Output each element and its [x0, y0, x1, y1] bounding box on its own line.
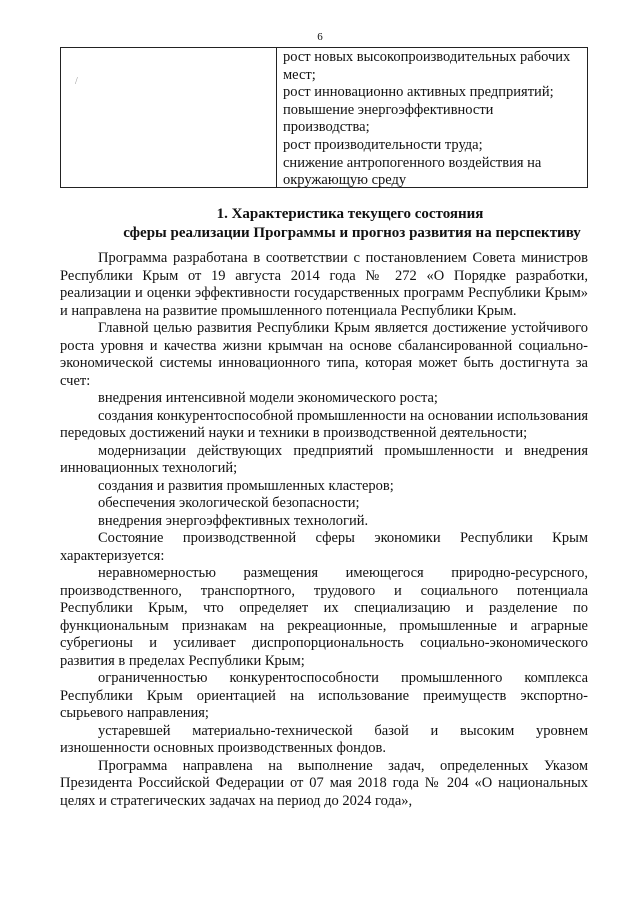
table-line: повышение энергоэффективности [283, 101, 494, 118]
paragraph: Программа направлена на выполнение задач, определенных Указом Президента Российской Федерации от 07 мая 2018 года № 204 «О национальных целях и стратегических задачах на период до 2024 года», [60, 757, 588, 809]
table-line: окружающую среду [283, 172, 407, 189]
page-number: 6 [317, 31, 323, 43]
list-item: неравномерностью размещения имеющегося природно-ресурсного, производственного, транспортного, трудового и социального потенциала Республики Крым, что определяет их специализацию и разделение по функциональным признакам на рекреационные, промышленные и аграрные субрегионы и усиливает диспропорциональность социально-экономического развития в пределах Республики Крым; [60, 565, 588, 669]
list-item: модернизации действующих предприятий промышленности и внедрения инновационных технологий; [60, 442, 588, 476]
table-line: мест; [283, 66, 316, 83]
table-line: рост производительности труда; [283, 136, 483, 153]
body-text [60, 250, 588, 810]
list-item: внедрения интенсивной модели экономического роста; [98, 390, 438, 406]
list-item: внедрения энергоэффективных технологий. [98, 512, 369, 529]
paragraph: Программа разработана в соответствии с постановлением Совета министров Республики Крым от 19 августа 2014 года № 272 «О Порядке разработки, реализации и оценки эффективности государственных программ Республики Крым» и направлена на развитие промышленного потенциала Республики Крым. [60, 250, 588, 319]
table-line: рост новых высокопроизводительных рабочих [283, 49, 571, 65]
section-subheading: сферы реализации Программы и прогноз развития на перспективу [123, 225, 581, 241]
list-item: создания и развития промышленных кластеров; [98, 477, 394, 494]
table-right-cell [283, 49, 583, 190]
list-item: устаревшей материально-технической базой и высоким уровнем изношенности основных производственных фондов. [60, 722, 588, 756]
table-line: снижение антропогенного воздействия на [283, 154, 542, 171]
list-item: обеспечения экологической безопасности; [98, 495, 360, 511]
list-item: создания конкурентоспособной промышленности на основании использования передовых достижений науки и техники в производственной деятельности; [60, 407, 588, 441]
table-line: производства; [283, 119, 370, 136]
goals-table [60, 47, 588, 188]
table-line: рост инновационно активных предприятий; [283, 84, 554, 101]
scan-mark: / [75, 76, 78, 87]
section-heading: 1. Характеристика текущего состояния [216, 206, 484, 222]
paragraph: Состояние производственной сферы экономики Республики Крым характеризуется: [60, 530, 588, 564]
list-item: ограниченностью конкурентоспособности промышленного комплекса Республики Крым ориентацией на использование преимуществ экспортно-сырьевого направления; [60, 670, 588, 721]
paragraph: Главной целью развития Республики Крым является достижение устойчивого роста уровня и качества жизни крымчан на основе сбалансированной социально-экономической системы инновационного типа, которая может быть достигнута за счет: [60, 320, 588, 389]
table-left-cell [61, 48, 277, 187]
